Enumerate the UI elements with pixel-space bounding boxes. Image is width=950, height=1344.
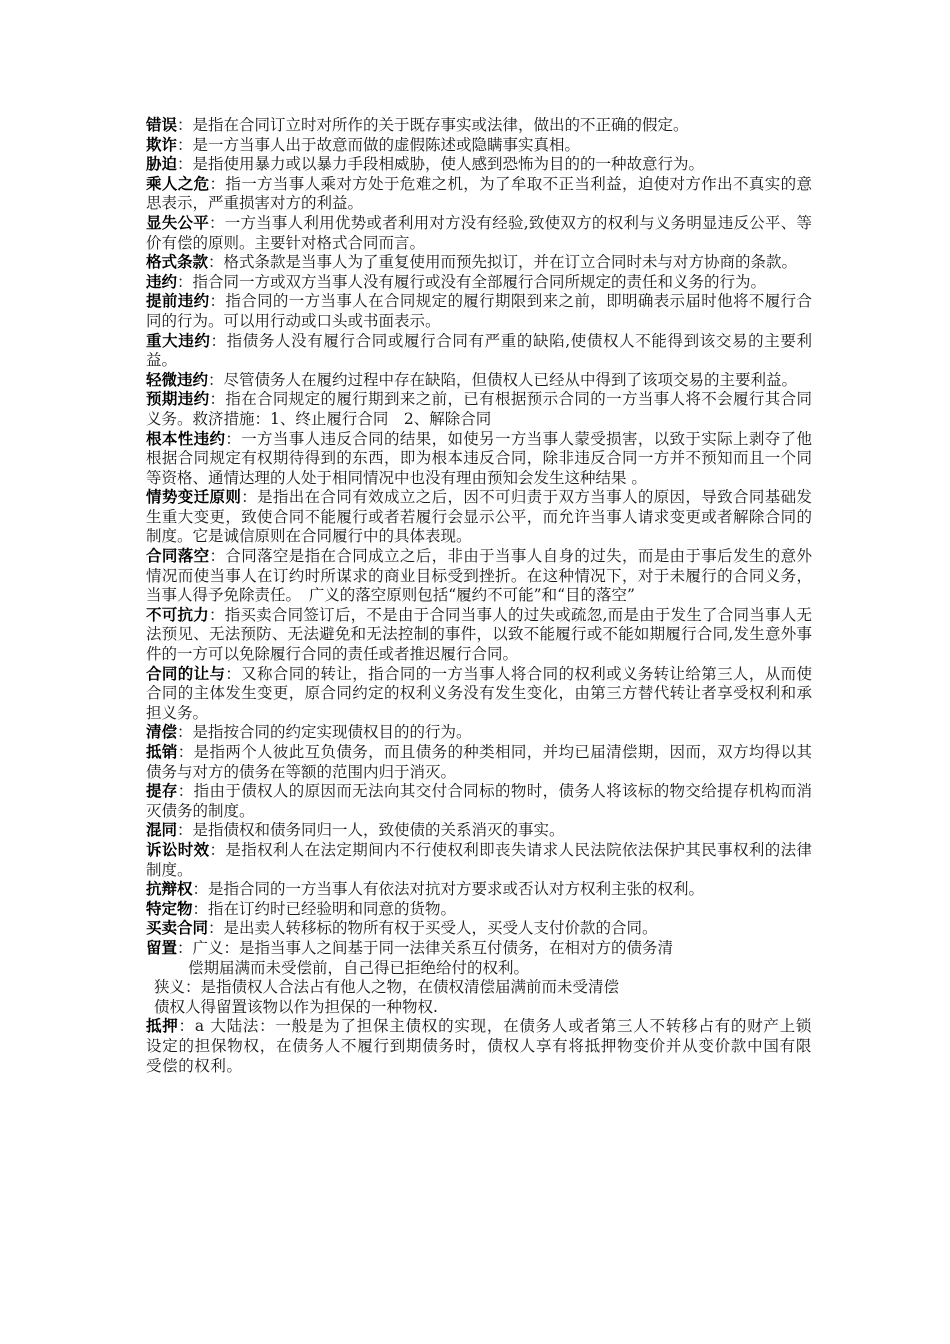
glossary-entry — [146, 880, 812, 900]
document-body — [146, 116, 812, 1076]
entry-term: 乘人之危 — [146, 174, 210, 193]
glossary-entry — [146, 723, 812, 743]
entry-definition: ：是指在合同订立时对所作的关于既存事实或法律，做出的不正确的假定。 — [177, 116, 689, 134]
entry-term: 预期违约 — [146, 390, 210, 409]
glossary-entry — [146, 488, 812, 547]
entry-definition: ：又称合同的转让，指合同的一方当事人将合同的权利或义务转让给第三人，从而使合同的主体发生变更，原合同约定的权利义务没有发生变化，由第三方替代转让者享受权利和承担义务。 — [146, 664, 812, 722]
glossary-entry — [146, 214, 812, 253]
entry-definition: ：是指使用暴力或以暴力手段相威胁，使人感到恐怖为目的的一种故意行为。 — [177, 155, 705, 174]
entry-definition: ：广义：是指当事人之间基于同一法律关系互付债务，在相对方的债务清 — [177, 938, 674, 957]
entry-definition: ：指由于债权人的原因而无法向其交付合同标的物时，债务人将该标的物交给提存机构而消灭债务的制度。 — [146, 782, 812, 820]
entry-term: 格式条款 — [146, 253, 209, 272]
entry-term: 错误 — [146, 116, 178, 134]
entry-term: 混同 — [146, 821, 178, 840]
glossary-entry — [146, 273, 812, 293]
glossary-entry — [146, 900, 812, 920]
glossary-entry — [146, 743, 812, 782]
entry-term: 根本性违约 — [146, 429, 226, 448]
entry-term: 合同落空 — [146, 547, 210, 566]
glossary-entry — [146, 116, 812, 136]
entry-term: 抵销 — [146, 743, 178, 761]
glossary-entry — [146, 253, 812, 273]
retention-broad-continuation: 偿期届满而未受偿前，自己得已拒绝给付的权利。 — [188, 958, 530, 977]
entry-term: 不可抗力 — [146, 605, 209, 624]
glossary-entries — [146, 116, 812, 939]
entry-term: 合同的让与 — [146, 664, 226, 683]
glossary-entry-retention — [146, 939, 812, 959]
entry-term: 诉讼时效 — [146, 840, 210, 859]
entry-term: 抵押 — [146, 1017, 179, 1036]
retention-narrow-line-1: 狭义：是指债权人合法占有他人之物，在债权清偿届满前而未受清偿 — [154, 978, 620, 997]
entry-definition: ：指一方当事人乘对方处于危难之机，为了牟取不正当利益，迫使对方作出不真实的意思表示，严重损害对方的利益。 — [146, 174, 812, 213]
glossary-entry — [146, 606, 812, 665]
entry-definition: ：一方当事人利用优势或者利用对方没有经验,致使双方的权利与义务明显违反公平、等价有偿的原则。主要针对格式合同而言。 — [146, 213, 812, 252]
glossary-entry — [146, 547, 812, 606]
entry-term: 显失公平 — [146, 213, 209, 232]
entry-term: 重大违约 — [146, 331, 211, 350]
glossary-entry — [146, 371, 812, 391]
entry-definition: ：合同落空是指在合同成立之后，非由于当事人自身的过失，而是由于事后发生的意外情况而使当事人在订约时所谋求的商业目标受到挫折。在这种情况下，对于未履行的合同义务，当事人得予免除责任。 广义的落空原则包括“履约不可能”和“目的落空” — [146, 547, 812, 605]
glossary-entry — [146, 841, 812, 880]
entry-term: 提前违约 — [146, 292, 210, 311]
glossary-entry — [146, 155, 812, 175]
entry-definition: ：指合同的一方当事人在合同规定的履行期限到来之前，即明确表示届时他将不履行合同的行为。可以用行动或口头或书面表示。 — [146, 292, 812, 330]
entry-definition: ：指债务人没有履行合同或履行合同有严重的缺陷,使债权人不能得到该交易的主要利益。 — [146, 331, 812, 370]
glossary-entry — [146, 292, 812, 331]
glossary-entry — [146, 136, 812, 156]
entry-definition: ：指在合同规定的履行期到来之前，已有根据预示合同的一方当事人将不会履行其合同义务。救济措施：1、终止履行合同 2、解除合同 — [146, 390, 812, 428]
entry-term: 轻微违约 — [146, 370, 209, 389]
entry-term: 清偿 — [146, 723, 178, 742]
entry-definition: ：a 大陆法：一般是为了担保主债权的实现，在债务人或者第三人不转移占有的财产上锁设定的担保物权，在债务人不履行到期债务时，债权人享有将抵押物变价并从变价款中国有限受偿的权利。 — [146, 1017, 813, 1075]
glossary-entry — [146, 390, 812, 429]
entry-definition: ：尽管债务人在履约过程中存在缺陷，但债权人已经从中得到了该项交易的主要利益。 — [208, 370, 798, 389]
glossary-entry — [146, 332, 812, 371]
entry-definition: ：格式条款是当事人为了重复使用而预先拟订，并在订立合同时未与对方协商的条款。 — [208, 253, 798, 272]
entry-definition: ：一方当事人违反合同的结果，如使另一方当事人蒙受损害，以致于实际上剥夺了他根据合同规定有权期待得到的东西，即为根本违反合同，除非违反合同一方并不预知而且一个同等资格、通情达理的人处于相同情况中也没有理由预知会发生这种结果 。 — [146, 429, 812, 487]
glossary-entry — [146, 919, 812, 939]
entry-term: 提存 — [146, 782, 178, 801]
glossary-entry — [146, 665, 812, 724]
entry-definition: ：是指权利人在法定期间内不行使权利即丧失请求人民法院依法保护其民事权利的法律制度。 — [146, 840, 812, 879]
entry-term: 买卖合同 — [146, 919, 209, 938]
entry-definition: ：是出卖人转移标的物所有权于买受人，买受人支付价款的合同。 — [208, 919, 658, 938]
entry-term: 情势变迁原则 — [146, 488, 242, 507]
entry-definition: ：是指合同的一方当事人有依法对抗对方要求或否认对方权利主张的权利。 — [192, 880, 705, 899]
glossary-entry — [146, 821, 812, 841]
glossary-entry-mortgage — [146, 1017, 812, 1076]
retention-narrow-line-2: 债权人得留置该物以作为担保的一种物权. — [154, 997, 438, 1016]
entry-definition: ：指合同一方或双方当事人没有履行或没有全部履行合同所规定的责任和义务的行为。 — [177, 272, 767, 291]
entry-definition: ：是一方当事人出于故意而做的虚假陈述或隐瞒事实真相。 — [177, 135, 581, 154]
entry-term: 特定物 — [146, 899, 193, 918]
entry-term: 抗辩权 — [146, 880, 193, 899]
entry-definition: ：指在订约时已经验明和同意的货物。 — [192, 899, 457, 918]
entry-term: 留置 — [146, 938, 178, 957]
entry-definition: ：是指按合同的约定实现债权目的的行为。 — [177, 723, 472, 742]
glossary-entry — [146, 430, 812, 489]
glossary-entry — [146, 175, 812, 214]
entry-definition: ：是指债权和债务同归一人，致使债的关系消灭的事实。 — [177, 821, 565, 840]
entry-term: 欺诈 — [146, 135, 178, 154]
entry-term: 违约 — [146, 272, 178, 291]
entry-definition: ：是指两个人彼此互负债务，而且债务的种类相同，并均已届清偿期，因而，双方均得以其债务与对方的债务在等额的范围内归于消灭。 — [146, 743, 812, 781]
entry-definition: ：指买卖合同签订后，不是由于合同当事人的过失或疏忽,而是由于发生了合同当事人无法预见、无法预防、无法避免和无法控制的事件，以致不能履行或不能如期履行合同,发生意外事件的一方可以免除履行合同的责任或者推迟履行合同。 — [146, 605, 812, 664]
entry-term: 胁迫 — [146, 155, 178, 174]
entry-definition: ：是指出在合同有效成立之后，因不可归责于双方当事人的原因，导致合同基础发生重大变更，致使合同不能履行或者若履行会显示公平，而允许当事人请求变更或者解除合同的制度。它是诚信原则在合同履行中的具体表现。 — [146, 488, 812, 546]
glossary-entry — [146, 782, 812, 821]
